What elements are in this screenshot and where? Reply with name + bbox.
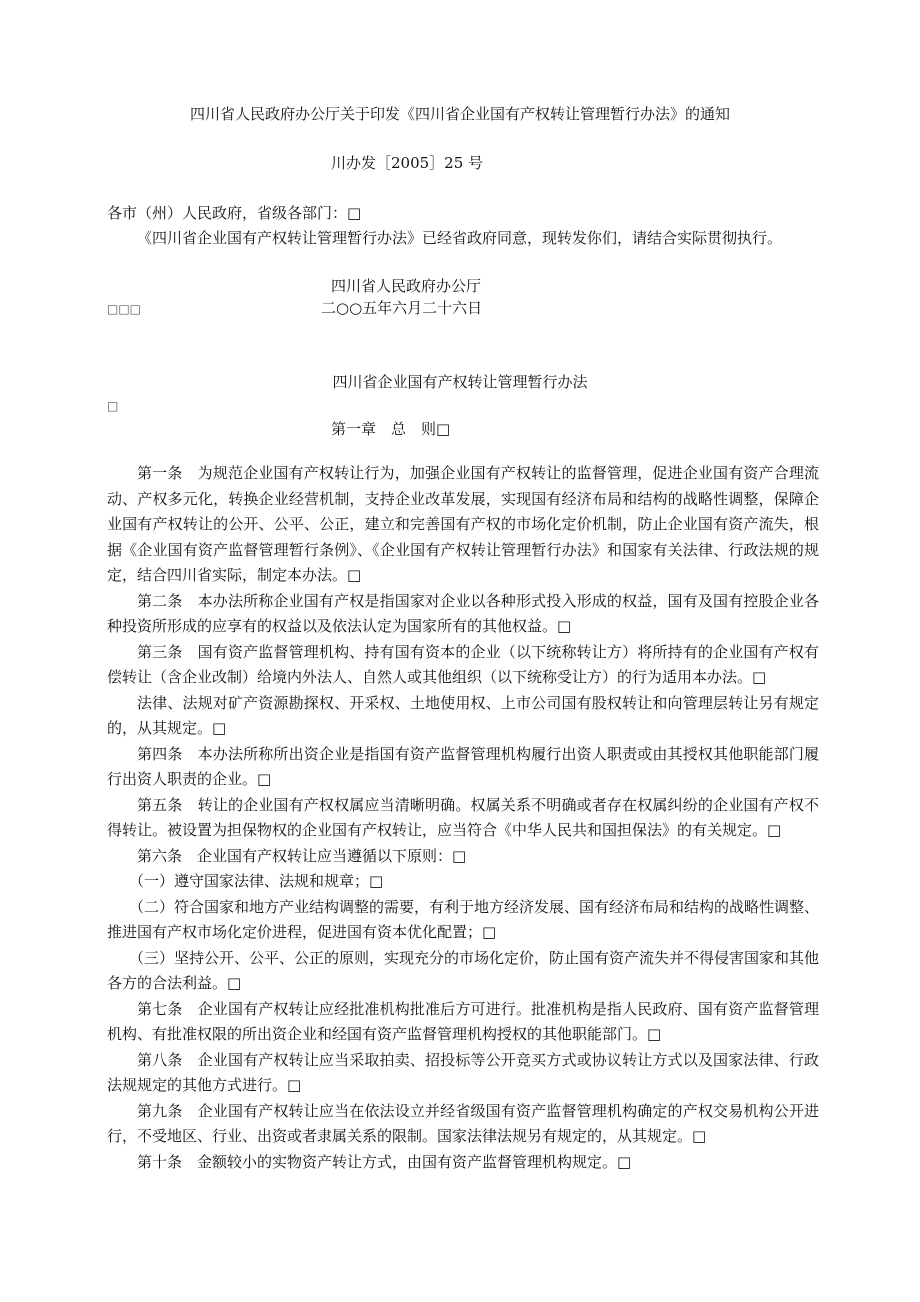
article-8: 第八条 企业国有产权转让应当采取拍卖、招投标等公开竞买方式或协议转让方式以及国家法律、行政法规规定的其他方式进行。□ — [107, 1050, 819, 1094]
article-4: 第四条 本办法所称所出资企业是指国有资产监督管理机构履行出资人职责或由其授权其他职能部门履行出资人职责的企业。□ — [107, 744, 819, 788]
blank-marker-date: □□□ — [107, 302, 142, 316]
issue-date: 二○○五年六月二十六日 — [321, 299, 483, 317]
issuer: 四川省人民政府办公厅 — [331, 277, 482, 295]
article-10: 第十条 金额较小的实物资产转让方式，由国有资产监督管理机构规定。□ — [137, 1152, 632, 1171]
addressee: 各市（州）人民政府，省级各部门：□ — [107, 204, 362, 222]
chapter-title: 第一章 总 则□ — [331, 420, 451, 438]
regulation-title: 四川省企业国有产权转让管理暂行办法 — [332, 373, 588, 391]
blank-marker: □ — [107, 399, 119, 413]
notice-title: 四川省人民政府办公厅关于印发《四川省企业国有产权转让管理暂行办法》的通知 — [189, 105, 730, 123]
article-6-item-1: （一）遵守国家法律、法规和规章；□ — [129, 872, 384, 890]
article-6-item-2: （二）符合国家和地方产业结构调整的需要，有利于地方经济发展、国有经济布局和结构的战略性调整、推进国有产权市场化定价进程，促进国有资本优化配置；□ — [107, 897, 820, 941]
article-3-paragraph-2: 法律、法规对矿产资源勘探权、开采权、土地使用权、上市公司国有股权转让和向管理层转让另有规定的，从其规定。□ — [107, 693, 819, 737]
doc-number: 川办发［2005］25 号 — [331, 154, 484, 172]
articles — [107, 461, 819, 1175]
article-7: 第七条 企业国有产权转让应经批准机构批准后方可进行。批准机构是指人民政府、国有资产监督管理机构、有批准权限的所出资企业和经国有资产监督管理机构授权的其他职能部门。□ — [107, 999, 819, 1043]
article-3: 第三条 国有资产监督管理机构、持有国有资本的企业（以下统称转让方）将所持有的企业国有产权有偿转让（含企业改制）给境内外法人、自然人或其他组织（以下统称受让方）的行为适用本办法。□ — [107, 642, 819, 686]
article-6-item-3: （三）坚持公开、公平、公正的原则，实现充分的市场化定价，防止国有资产流失并不得侵害国家和其他各方的合法利益。□ — [107, 948, 820, 992]
notice-body: 《四川省企业国有产权转让管理暂行办法》已经省政府同意，现转发你们，请结合实际贯彻执行。 — [137, 229, 783, 247]
article-5: 第五条 转让的企业国有产权权属应当清晰明确。权属关系不明确或者存在权属纠纷的企业国有产权不得转让。被设置为担保物权的企业国有产权转让，应当符合《中华人民共和国担保法》的有关规定。□ — [107, 795, 819, 839]
article-9: 第九条 企业国有产权转让应当在依法设立并经省级国有资产监督管理机构确定的产权交易机构公开进行，不受地区、行业、出资或者隶属关系的限制。国家法律法规另有规定的，从其规定。□ — [107, 1101, 819, 1145]
article-6: 第六条 企业国有产权转让应当遵循以下原则：□ — [137, 846, 467, 865]
article-1: 第一条 为规范企业国有产权转让行为，加强企业国有产权转让的监督管理，促进企业国有资产合理流动、产权多元化，转换企业经营机制，支持企业改革发展，实现国有经济布局和结构的战略性调整，保障企业国有产权转让的公开、公平、公正，建立和完善国有产权的市场化定价机制，防止企业国有资产流失，根据《企业国有资产监督管理暂行条例》、《企业国有产权转让管理暂行办法》和国家有关法律、行政法规的规定，结合四川省实际，制定本办法。□ — [107, 464, 819, 584]
article-2: 第二条 本办法所称企业国有产权是指国家对企业以各种形式投入形成的权益，国有及国有控股企业各种投资所形成的应享有的权益以及依法认定为国家所有的其他权益。□ — [107, 591, 819, 635]
